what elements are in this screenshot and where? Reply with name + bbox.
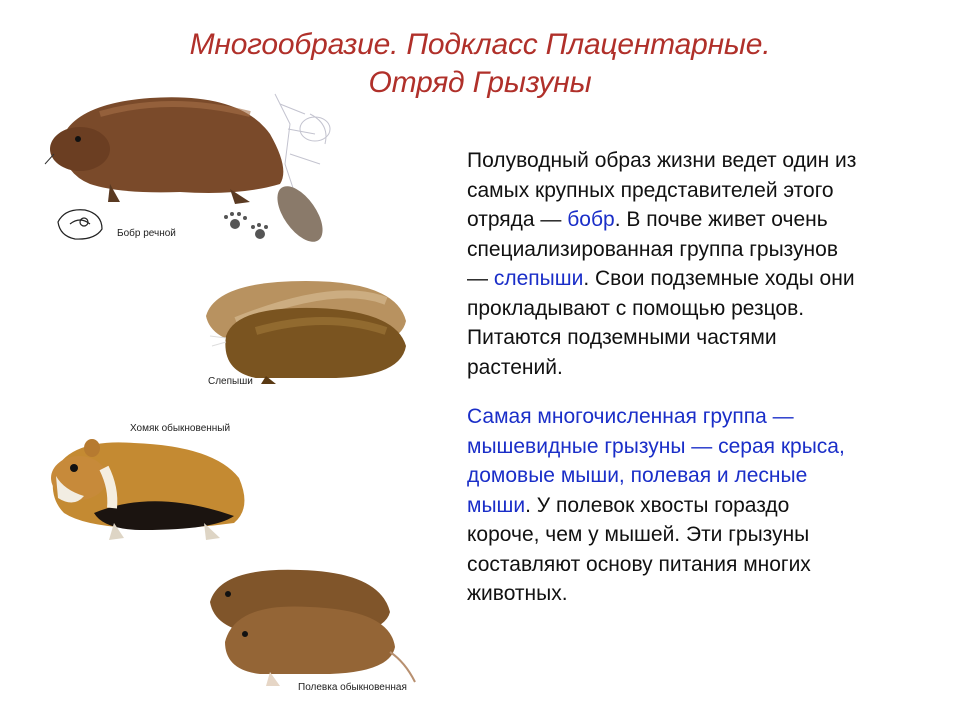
text-line: [467, 205, 907, 235]
beaver-illustration: [40, 84, 340, 254]
text-line: специализированная группа грызунов: [467, 237, 838, 261]
title-line-1: Многообразие. Подкласс Плацентарные.: [189, 28, 771, 61]
text-line: короче, чем у мышей. Эти грызуны: [467, 523, 810, 546]
highlight-molerat: слепыши: [493, 267, 584, 290]
molerat-illustration: [196, 276, 416, 386]
text-segment: отряда —: [467, 208, 568, 231]
text-line: прокладывают с помощью резцов.: [467, 296, 805, 320]
caption-beaver: Бобр речной: [117, 228, 176, 239]
text-line: [467, 264, 907, 294]
hamster-illustration: [34, 418, 264, 543]
title-line-2: Отряд Грызуны: [368, 66, 592, 99]
highlight-beaver: бобр: [567, 208, 615, 231]
text-segment: . У полевок хвосты гораздо: [525, 493, 790, 517]
text-line: самых крупных представителей этого: [467, 178, 834, 202]
paragraph-beaver-molerat: [467, 146, 907, 382]
text-line: растений.: [467, 355, 563, 379]
text-segment: —: [467, 267, 494, 290]
text-line: домовые мыши, полевая и лесные: [467, 464, 808, 487]
highlight-mice: мыши: [467, 493, 526, 517]
text-line: мышевидные грызуны — серая крыса,: [467, 434, 845, 458]
caption-hamster: Хомяк обыкновенный: [130, 423, 231, 434]
caption-vole: Полевка обыкновенная: [298, 682, 407, 693]
text-line: Полуводный образ жизни ведет один из: [467, 149, 857, 172]
text-line: [467, 491, 907, 521]
vole-illustration: [200, 562, 420, 690]
text-line: составляют основу питания многих: [467, 552, 811, 576]
caption-molerat: Слепыши: [208, 376, 253, 387]
text-line: Питаются подземными частями: [467, 326, 777, 349]
text-segment: . Свои подземные ходы они: [583, 267, 855, 290]
text-line: животных.: [467, 582, 568, 605]
text-line: Самая многочисленная группа —: [467, 405, 794, 428]
text-segment: . В почве живет очень: [614, 208, 828, 231]
paragraph-mouse-like: [467, 402, 907, 609]
